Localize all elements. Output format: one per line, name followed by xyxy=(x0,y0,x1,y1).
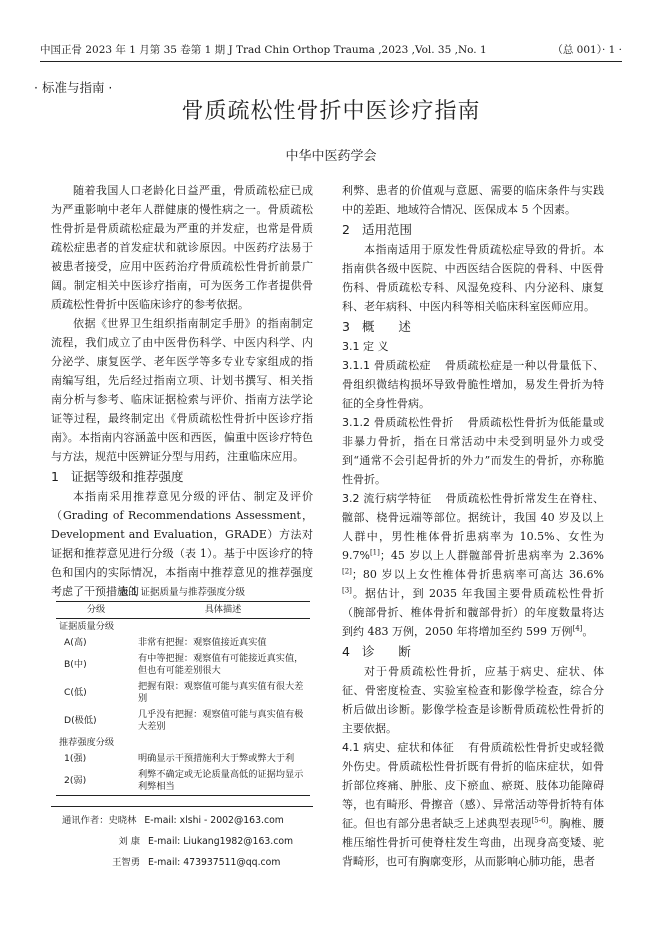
table-cell-grade: B(中) xyxy=(64,659,87,670)
definition-fracture xyxy=(342,413,604,489)
contact-label: 通讯作者： xyxy=(62,815,109,826)
diagnosis-paragraph: 对于骨质疏松性骨折，应基于病史、症状、体征、骨密度检查、实验室检查和影像学检查，综合分析后做出诊断。影像学检查是诊断骨质疏松性骨折的主要依据。 xyxy=(342,665,604,735)
method-paragraph: 依据《世界卫生组织指南制定手册》的指南制定流程，我们成立了由中医骨伤科学、中医内科学、内分泌学、康复医学、老年医学等多专业专家组成的指南编写组，先后经过指南立项、计划书撰写、相关指南分析与参考、临床证据检索与评价、指南方法学论证等过程，最终制定出《骨质疏松性骨折中医诊疗指南》。本指南内容涵盖中医和西医，偏重中医诊疗特色与方法，规范中医辨证分型与用药，注重临床应用。 xyxy=(51,317,313,463)
table-cell-desc: 有中等把握：观察值有可能接近真实值，但也有可能差别很大 xyxy=(138,653,304,676)
table-cell-grade: A(高) xyxy=(64,637,87,648)
epidemiology-paragraph xyxy=(342,489,604,641)
journal-citation: 中国正骨 2023 年 1 月第 35 卷第 1 期 J Trad Chin Orthop Trauma ,2023 ,Vol. 35 ,No. 1 xyxy=(40,44,487,56)
contact-row xyxy=(62,831,293,852)
epidemiology-text: 骨质疏松性骨折常发生在脊柱、髋部、桡骨远端等部位。据统计，我国 40 岁及以上人群中，男性椎体骨折患病率为 10.5%、女性为 9.7% xyxy=(342,492,605,562)
table-caption: 表 1 证据质量与推荐强度分级 xyxy=(118,587,246,598)
left-column xyxy=(51,181,313,601)
table-cell-grade: 1(强) xyxy=(64,753,87,764)
citation: [2] xyxy=(342,567,352,576)
contact-email: E-mail: Liukang1982@163.com xyxy=(148,836,294,847)
epidemiology-text: ；45 岁以上人群髋部骨折患病率为 2.36% xyxy=(379,549,604,562)
section-number: 4 xyxy=(342,644,350,659)
column-tag: · 标准与指南 · xyxy=(34,80,113,95)
running-header xyxy=(40,38,622,60)
section-title: 证据等级和推荐强度 xyxy=(70,469,184,484)
table-group-heading: 证据质量分级 xyxy=(59,621,115,632)
citation: [3] xyxy=(342,586,352,595)
subsection-heading: 3.1.2 骨质疏松性骨折 xyxy=(342,416,454,429)
section-2-heading xyxy=(342,220,604,239)
citation: [1] xyxy=(369,548,380,557)
table-cell-desc: 把握有限：观察值可能与真实值有很大差别 xyxy=(138,681,304,704)
table-row xyxy=(56,635,310,651)
section-number: 1 xyxy=(51,469,59,484)
table-row xyxy=(56,651,310,679)
table-header-grade: 分级 xyxy=(56,602,136,619)
intro-paragraph: 随着我国人口老龄化日益严重，骨质疏松症已成为严重影响中老年人群健康的慢性病之一。骨质疏松性骨折是骨质疏松症最为严重的并发症，也常是骨质疏松症患者的首发症状和就诊原因。中医药疗法易于被患者接受，应用中医药治疗骨质疏松性骨折前景广阔。制定相关中医诊疗指南，可为医务工作者提供骨质疏松性骨折中医临床诊疗的参考依据。 xyxy=(51,184,313,311)
header-rule xyxy=(40,61,622,62)
history-paragraph xyxy=(342,738,604,871)
table-cell-desc: 利弊不确定或无论质量高低的证据均显示利弊相当 xyxy=(136,767,310,796)
contact-name: 王智勇 xyxy=(112,857,140,868)
table-cell-grade: 2(弱) xyxy=(56,767,136,796)
contact-email: E-mail: 473937511@qq.com xyxy=(148,857,281,868)
section-title: 概 述 xyxy=(361,319,421,334)
subsection-heading: 4.1 病史、症状和体征 xyxy=(342,741,455,754)
right-column xyxy=(342,181,604,871)
table-cell-desc: 明确显示干预措施利大于弊或弊大于利 xyxy=(138,753,295,764)
section-number: 3 xyxy=(342,319,350,334)
contact-row xyxy=(62,810,293,831)
section-title: 诊 断 xyxy=(361,644,421,659)
citation: [4] xyxy=(572,624,583,633)
table-row xyxy=(56,679,310,707)
footnote-rule xyxy=(51,806,313,807)
definition-text: 骨质疏松性骨折为低能量或非暴力骨折，指在日常活动中未受到明显外力或受到“通常不会引起骨折的外力”而发生的骨折，亦称脆性骨折。 xyxy=(342,416,604,486)
contact-name: 史晓林 xyxy=(108,815,137,826)
grade-paragraph: 本指南采用推荐意见分级的评估、制定及评价（Grading of Recommendations Assessment，Development and Evaluation，GRADE）方法对证据和推荐意见进行分级（表 1）。基于中医诊疗的特色和国内的实际情况，本指南中推荐意见的推荐强度考虑了干预措施的 xyxy=(51,490,313,598)
contact-row xyxy=(62,852,293,873)
table-row xyxy=(56,707,310,735)
history-text: 有骨质疏松性骨折史或轻微外伤史。骨质疏松性骨折既有骨折的临床症状，如骨折部位疼痛、肿胀、皮下瘀血、瘀斑、肢体功能障碍等，也有畸形、骨擦音（感）、异常活动等骨折特有体征。但也有部分患者缺乏上述典型表现 xyxy=(342,741,604,830)
table-header-desc: 具体描述 xyxy=(136,602,310,619)
section-title: 适用范围 xyxy=(361,222,412,237)
subsection-heading: 3.1.1 骨质疏松症 xyxy=(342,359,431,372)
article-author: 中华中医药学会 xyxy=(285,149,377,164)
article-title: 骨质疏松性骨折中医诊疗指南 xyxy=(181,99,481,124)
contact-email: E-mail: xlshi - 2002@163.com xyxy=(144,815,284,826)
table-cell-grade: C(低) xyxy=(64,687,87,698)
scope-paragraph: 本指南适用于原发性骨质疏松症导致的骨折。本指南供各级中医院、中西医结合医院的骨科、中医骨伤科、骨质疏松专科、风湿免疫科、内分泌科、康复科、老年病科、中医内科等相关临床科室医师应用。 xyxy=(342,243,604,313)
section-1-heading xyxy=(51,467,313,486)
definition-osteoporosis xyxy=(342,356,604,413)
continued-paragraph: 利弊、患者的价值观与意愿、需要的临床条件与实践中的差距、地域符合情况、医保成本 5 个因素。 xyxy=(342,184,604,216)
epidemiology-text: 。据估计，到 2035 年我国主要骨质疏松性骨折（腕部骨折、椎体骨折和髋部骨折）的年度数量将达到约 483 万例，2050 年将增加至约 599 万例 xyxy=(342,587,604,638)
epidemiology-text: 。 xyxy=(582,625,594,638)
section-4-heading xyxy=(342,642,604,661)
table-row xyxy=(56,767,310,796)
section-number: 2 xyxy=(342,222,350,237)
table-group-heading: 推荐强度分级 xyxy=(59,737,115,748)
citation: [5-6] xyxy=(531,816,549,825)
subsection-3-1-heading: 3.1 定 义 xyxy=(342,340,389,353)
section-3-heading xyxy=(342,317,604,336)
history-text: 。胸椎、腰椎压缩性骨折可使脊柱发生弯曲，出现身高变矮、驼背畸形，也可有胸廓变形，从而影响心肺功能，患者 xyxy=(342,817,605,868)
epidemiology-text: ；80 岁以上女性椎体骨折患病率可高达 36.6% xyxy=(351,568,604,581)
definition-text: 骨质疏松症是一种以骨量低下、骨组织微结构损坏导致骨脆性增加，易发生骨折为特征的全身性骨病。 xyxy=(342,359,604,410)
table-cell-desc: 几乎没有把握：观察值可能与真实值有极大差别 xyxy=(138,709,304,732)
grade-table xyxy=(56,601,310,796)
corresponding-authors xyxy=(62,810,293,873)
table-cell-grade: D(极低) xyxy=(64,715,97,726)
page-number: （总 001）· 1 · xyxy=(552,44,622,56)
subsection-heading: 3.2 流行病学特征 xyxy=(342,492,432,505)
contact-name: 刘 康 xyxy=(118,836,140,847)
table-row xyxy=(56,751,310,767)
table-cell-desc: 非常有把握：观察值接近真实值 xyxy=(138,637,267,648)
